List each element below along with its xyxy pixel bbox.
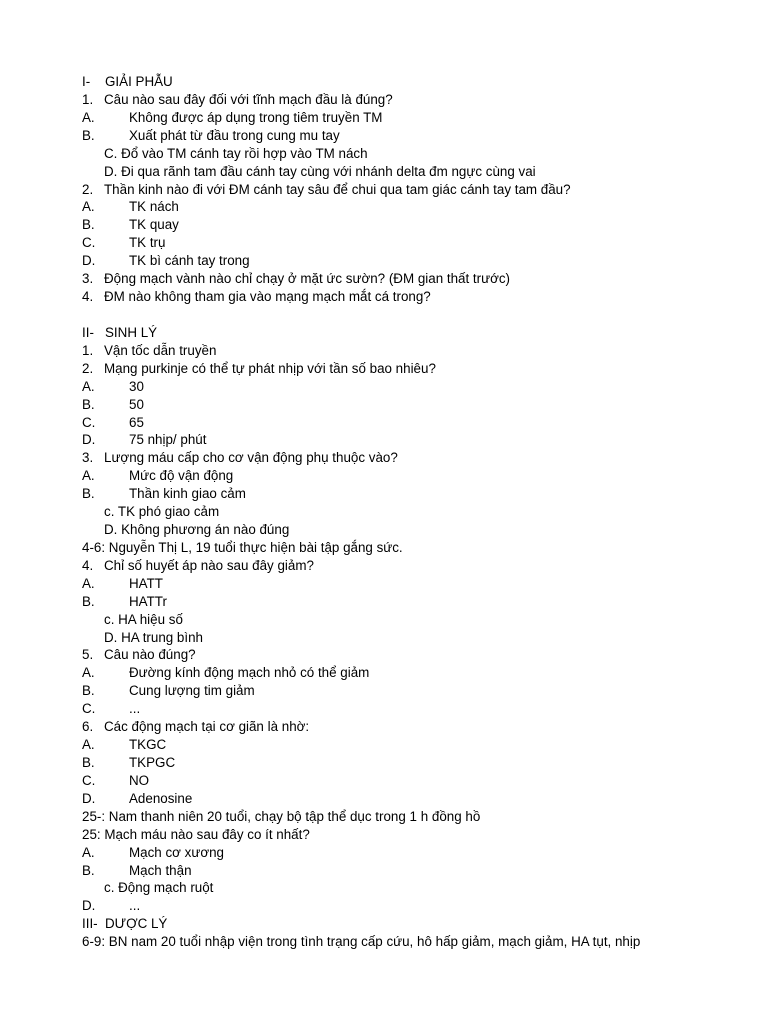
line-marker: D. [82,790,96,806]
line-marker: B. [82,486,95,502]
answer-option [82,109,382,127]
line-text: D. Không phương án nào đúng [104,522,290,537]
line-text: c. HA hiệu số [104,611,183,627]
line-marker: A. [82,378,95,394]
line-text: ĐM nào không tham gia vào mạng mạch mắt cá trong? [104,289,431,304]
line-text: Thần kinh nào đi với ĐM cánh tay sâu để chui qua tam giác cánh tay tam đầu? [104,181,571,197]
question-line [82,181,571,199]
question-line [82,288,431,306]
line-text: Vận tốc dẫn truyền [104,342,217,358]
line-marker: B. [82,683,95,699]
answer-option [82,575,163,593]
line-text: c. Động mạch ruột [104,880,214,896]
line-marker: C. [82,701,96,717]
line-marker: 6. [82,719,94,735]
question-line [82,718,309,736]
line-marker: 2. [82,360,94,376]
answer-option [82,790,192,808]
line-marker: A. [82,468,95,484]
line-text: TK nách [129,199,179,215]
answer-option [82,844,224,862]
line-text: 50 [129,396,144,412]
line-text: D. HA trung bình [104,629,203,645]
line-text: Mạch thận [129,862,192,878]
answer-option [104,145,368,163]
answer-option [82,862,192,880]
answer-option [104,879,213,897]
answer-option [82,127,340,145]
section-heading [82,324,157,342]
line-text: Lượng máu cấp cho cơ vận động phụ thuộc vào? [104,450,398,466]
text-line [82,933,640,951]
line-text: Chỉ số huyết áp nào sau đây giảm? [104,557,314,573]
answer-option [82,593,167,611]
answer-option [82,467,233,485]
line-marker: 3. [82,450,94,466]
answer-option [82,897,140,915]
line-marker: 1. [82,342,94,358]
line-text: C. Đổ vào TM cánh tay rồi hợp vào TM nách [104,145,368,161]
question-line [82,449,398,467]
line-text: Các động mạch tại cơ giãn là nhờ: [104,719,310,735]
line-text: c. TK phó giao cảm [104,504,220,520]
line-marker: B. [82,217,95,233]
line-text: GIẢI PHẪU [105,74,173,89]
answer-option [82,431,206,449]
line-marker: D. [82,253,96,269]
question-line [82,91,393,109]
line-text: TKPGC [129,755,176,770]
answer-option [82,682,255,700]
line-text: Mạng purkinje có thể tự phát nhịp với tần số bao nhiêu? [104,360,436,376]
line-text: ... [129,701,141,717]
line-text: NO [129,772,150,788]
line-text: DƯỢC LÝ [105,916,168,932]
answer-option [104,503,219,521]
answer-option [82,700,140,718]
line-text: HATT [129,575,163,591]
line-marker: A. [82,575,95,591]
line-text: SINH LÝ [105,324,158,340]
line-text: Mức độ vận động [129,468,234,484]
line-marker: B. [82,593,95,609]
line-marker: 5. [82,647,94,663]
line-text: 65 [129,414,144,430]
line-text: Động mạch vành nào chỉ chạy ở mặt ức sườn? (ĐM gian thất trước) [104,271,511,287]
question-line [82,270,510,288]
answer-option [104,611,183,629]
question-line [82,342,216,360]
line-marker: 4. [82,557,94,573]
line-text: Không được áp dụng trong tiêm truyền TM [129,109,383,125]
line-marker: A. [82,737,95,752]
line-text: Thần kinh giao cảm [129,486,246,502]
line-text: Adenosine [129,790,193,806]
line-marker: D. [82,898,96,914]
line-text: 25-: Nam thanh niên 20 tuổi, chạy bộ tập thể dục trong 1 h đồng hồ [82,808,481,824]
line-marker: C. [82,235,96,251]
line-text: Câu nào sau đây đối với tĩnh mạch đầu là đúng? [104,91,393,107]
line-marker: 4. [82,289,94,304]
answer-option [82,252,250,270]
line-marker: B. [82,127,95,143]
question-line [82,646,196,664]
line-marker: A. [82,199,95,215]
line-marker: A. [82,665,95,681]
line-marker: 2. [82,181,94,197]
answer-option [82,664,369,682]
line-text: HATTr [129,593,167,609]
line-text: D. Đi qua rãnh tam đầu cánh tay cùng với nhánh delta đm ngực cùng vai [104,163,536,179]
text-line [82,539,403,557]
line-marker: I- [82,74,91,89]
answer-option [82,772,149,790]
line-text: Đường kính động mạch nhỏ có thể giảm [129,665,370,681]
line-marker: C. [82,772,96,788]
line-marker: C. [82,414,96,430]
line-text: Cung lượng tim giảm [129,683,255,699]
line-marker: D. [82,432,96,448]
line-marker: II- [82,324,94,340]
line-marker: A. [82,844,95,860]
line-text: TKGC [129,737,167,752]
line-text: Xuất phát từ đầu trong cung mu tay [129,127,340,143]
section-heading [82,73,173,91]
answer-option [82,216,179,234]
answer-option [104,521,289,539]
answer-option [82,754,175,772]
line-marker: A. [82,109,95,125]
answer-option [82,485,246,503]
line-text: TK quay [129,217,179,233]
line-marker: 3. [82,271,94,287]
answer-option [82,414,144,432]
answer-option [104,629,203,647]
line-text: TK trụ [129,235,166,251]
answer-option [82,736,166,754]
question-line [82,557,314,575]
question-line [82,360,436,378]
section-heading [82,915,167,933]
text-line [82,808,480,826]
line-text: 6-9: BN nam 20 tuổi nhập viện trong tình trạng cấp cứu, hô hấp giảm, mạch giảm, HA tụt, nhịp [82,934,641,950]
line-text: 25: Mạch máu nào sau đây co ít nhất? [82,826,310,842]
line-text: 4-6: Nguyễn Thị L, 19 tuổi thực hiện bài tập gắng sức. [82,539,403,555]
text-line [82,826,310,844]
line-text: Mạch cơ xương [129,844,224,860]
line-text: Câu nào đúng? [104,647,196,663]
answer-option [104,163,536,181]
line-marker: B. [82,396,95,412]
line-text: TK bì cánh tay trong [129,253,250,269]
answer-option [82,396,144,414]
line-text: ... [129,898,141,914]
answer-option [82,198,179,216]
line-marker: B. [82,755,95,770]
answer-option [82,234,165,252]
line-marker: B. [82,862,95,878]
line-marker: 1. [82,91,94,107]
line-text: 75 nhịp/ phút [129,432,207,448]
answer-option [82,378,144,396]
line-marker: III- [82,916,98,932]
line-text: 30 [129,378,144,394]
